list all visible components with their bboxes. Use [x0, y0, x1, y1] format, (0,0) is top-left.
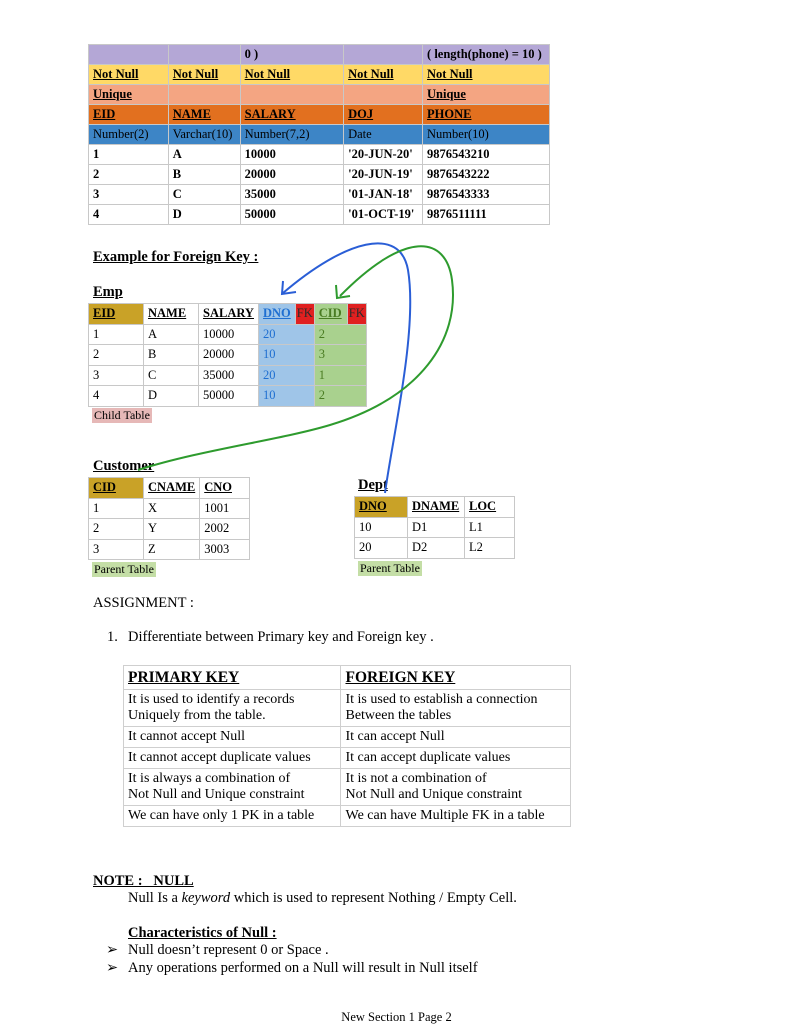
cell: 10000	[240, 145, 343, 165]
cell: Unique	[423, 85, 550, 105]
col-header: DNAME	[408, 497, 465, 518]
table-row	[124, 748, 571, 769]
cell: ( length(phone) = 10 )	[423, 45, 550, 65]
cell: 3	[314, 345, 366, 366]
cell: '01-JAN-18'	[344, 185, 423, 205]
cell: 35000	[240, 185, 343, 205]
cell: D2	[408, 538, 465, 559]
cell-line: It is used to identify a records	[128, 692, 295, 707]
bullet-glyph-icon: ➢	[106, 942, 119, 958]
bullet-item: Null doesn’t represent 0 or Space .	[128, 942, 329, 958]
cell: NAME	[168, 105, 240, 125]
dept-to-emp-arrow	[283, 243, 410, 493]
cell: Date	[344, 125, 423, 145]
cell: Not Null	[240, 65, 343, 85]
cell-line: Uniquely from the table.	[128, 708, 266, 723]
cell: B	[168, 165, 240, 185]
cell: L2	[465, 538, 515, 559]
cell-line: It cannot accept duplicate values	[128, 750, 311, 765]
cell: 1	[89, 145, 169, 165]
dept-parent-tag: Parent Table	[360, 561, 420, 575]
cell: D1	[408, 517, 465, 538]
cell-line: It can accept Null	[345, 729, 445, 744]
cell: 2	[89, 519, 144, 540]
cell: Number(10)	[423, 125, 550, 145]
cell: 2	[89, 345, 144, 366]
cell: Not Null	[89, 65, 169, 85]
cell: 50000	[240, 205, 343, 225]
cell: 3	[89, 185, 169, 205]
bullet-glyph-icon: ➢	[106, 960, 119, 976]
cell: 10	[355, 517, 408, 538]
cell-line: It is always a combination of	[128, 771, 291, 786]
cell: 1	[89, 324, 144, 345]
col-header: EID	[89, 304, 144, 325]
cell: X	[144, 498, 200, 519]
cell: 9876511111	[423, 205, 550, 225]
cell: Not Null	[168, 65, 240, 85]
col-header: DNO	[355, 497, 408, 518]
cell: 9876543210	[423, 145, 550, 165]
table-row	[124, 690, 571, 727]
page-footer: New Section 1 Page 2	[341, 1010, 452, 1024]
cell: 20000	[199, 345, 259, 366]
cell-line: It can accept duplicate values	[345, 750, 511, 765]
cell: B	[144, 345, 199, 366]
cell	[341, 769, 571, 806]
table-row	[124, 769, 571, 806]
cell: Not Null	[423, 65, 550, 85]
customer-title: Customer	[93, 458, 155, 474]
cell: 2	[314, 386, 366, 407]
col-header: LOC	[465, 497, 515, 518]
bullet-item: Any operations performed on a Null will result in Null itself	[128, 960, 478, 976]
cell: 4	[89, 205, 169, 225]
cell: 1	[314, 365, 366, 386]
fk-badge: FK	[295, 304, 314, 325]
cell	[341, 806, 571, 827]
col-header: CNO	[200, 478, 250, 499]
cell: Varchar(10)	[168, 125, 240, 145]
cell: 9876543222	[423, 165, 550, 185]
cell	[341, 748, 571, 769]
table-row	[124, 727, 571, 748]
cell	[124, 690, 341, 727]
question-number: 1.	[107, 629, 118, 645]
fk-example-heading: Example for Foreign Key :	[93, 249, 259, 265]
cell: D	[168, 205, 240, 225]
cell-line: Not Null and Unique constraint	[345, 787, 523, 802]
child-table-tag: Child Table	[94, 408, 150, 422]
cell-line: It cannot accept Null	[128, 729, 246, 744]
cell	[124, 748, 341, 769]
cell: SALARY	[240, 105, 343, 125]
compare-header-row	[124, 666, 571, 690]
null-definition	[128, 890, 517, 907]
cell: Y	[144, 519, 200, 540]
definition-keyword: keyword	[181, 890, 231, 906]
cell: Z	[144, 539, 200, 560]
emp-title: Emp	[93, 284, 123, 300]
cell: Number(2)	[89, 125, 169, 145]
cell: 1	[89, 498, 144, 519]
cell: C	[144, 365, 199, 386]
cell: '01-OCT-19'	[344, 205, 423, 225]
cell: '20-JUN-20'	[344, 145, 423, 165]
cell: Number(7,2)	[240, 125, 343, 145]
cell: 1001	[200, 498, 250, 519]
note-title: NOTE : NULL	[93, 873, 194, 889]
cell: Unique	[89, 85, 169, 105]
question-text: Differentiate between Primary key and Foreign key .	[128, 629, 434, 645]
cell: 35000	[199, 365, 259, 386]
col-header: DNO	[259, 304, 296, 325]
cell: D	[144, 386, 199, 407]
cell-line: It is not a combination of	[345, 771, 487, 786]
cell-line: We can have only 1 PK in a table	[128, 808, 315, 823]
col-header: PRIMARY KEY	[124, 666, 341, 690]
cell: A	[168, 145, 240, 165]
cell: 20000	[240, 165, 343, 185]
cell: 3	[89, 539, 144, 560]
cell: L1	[465, 517, 515, 538]
cell: 10000	[199, 324, 259, 345]
characteristics-title: Characteristics of Null :	[128, 925, 277, 941]
col-header: NAME	[144, 304, 199, 325]
pk-fk-comparison-table	[123, 665, 571, 827]
cell-line: Not Null and Unique constraint	[128, 787, 305, 802]
cell: 2002	[200, 519, 250, 540]
cell-line: It is used to establish a connection	[345, 692, 538, 707]
cell: 4	[89, 386, 144, 407]
cell: 3	[89, 365, 144, 386]
cell: 20	[259, 365, 315, 386]
cell-line: We can have Multiple FK in a table	[345, 808, 545, 823]
cell: A	[144, 324, 199, 345]
cell: '20-JUN-19'	[344, 165, 423, 185]
cell: 2	[314, 324, 366, 345]
cell	[341, 690, 571, 727]
cell: 9876543333	[423, 185, 550, 205]
cell: Not Null	[344, 65, 423, 85]
cell	[341, 727, 571, 748]
cell: 2	[89, 165, 169, 185]
col-header: SALARY	[199, 304, 259, 325]
cell: 3003	[200, 539, 250, 560]
cell	[124, 806, 341, 827]
col-header: CID	[314, 304, 347, 325]
cell-line: Between the tables	[345, 708, 452, 723]
fk-badge: FK	[347, 304, 366, 325]
dept-title: Dept	[358, 477, 388, 493]
cell: EID	[89, 105, 169, 125]
cell: 10	[259, 345, 315, 366]
cell	[124, 727, 341, 748]
cell: 10	[259, 386, 315, 407]
col-header: FOREIGN KEY	[341, 666, 571, 690]
cell	[124, 769, 341, 806]
col-header: CNAME	[144, 478, 200, 499]
cell: C	[168, 185, 240, 205]
col-header: CID	[89, 478, 144, 499]
cell: 50000	[199, 386, 259, 407]
cell: PHONE	[423, 105, 550, 125]
definition-post: which is used to represent Nothing / Empty Cell.	[230, 890, 517, 906]
assignment-title: ASSIGNMENT :	[93, 595, 194, 611]
cell: DOJ	[344, 105, 423, 125]
cell: 0 )	[240, 45, 343, 65]
cell: 20	[355, 538, 408, 559]
cell: 20	[259, 324, 315, 345]
definition-pre: Null Is a	[128, 890, 182, 906]
table-row	[124, 806, 571, 827]
customer-parent-tag: Parent Table	[94, 562, 154, 576]
